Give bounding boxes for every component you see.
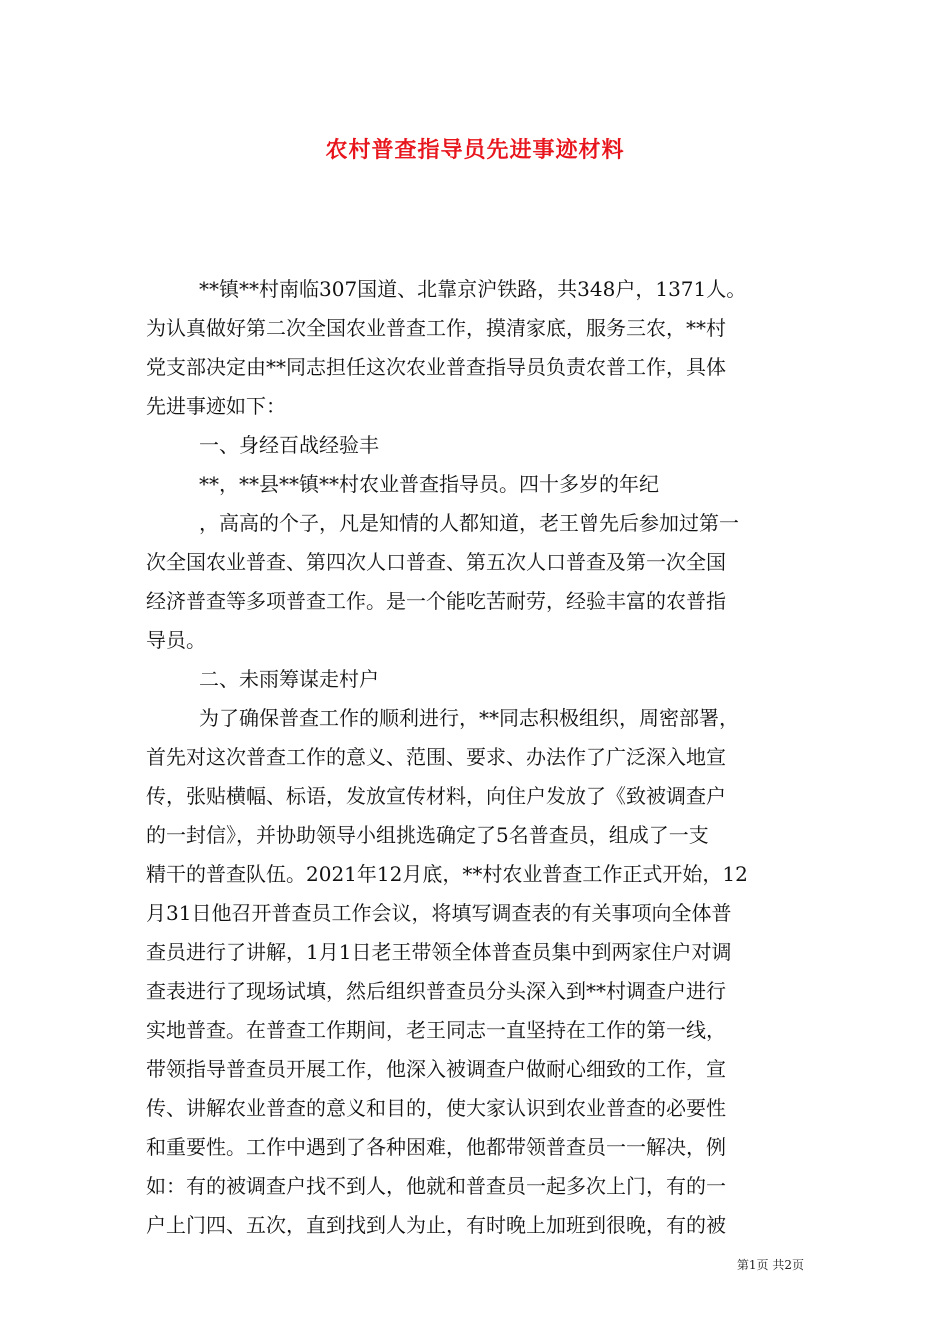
paragraph-line: **，**县**镇**村农业普查指导员。四十多岁的年纪 bbox=[199, 472, 659, 496]
paragraph-line: 经济普查等多项普查工作。是一个能吃苦耐劳，经验丰富的农普指 bbox=[146, 589, 726, 613]
paragraph-line: 带领指导普查员开展工作，他深入被调查户做耐心细致的工作，宣 bbox=[146, 1057, 726, 1081]
paragraph-line: 月31日他召开普查员工作会议，将填写调查表的有关事项向全体普 bbox=[146, 901, 732, 925]
paragraph-line: 实地普查。在普查工作期间，老王同志一直坚持在工作的第一线， bbox=[146, 1018, 726, 1042]
paragraph-line: 先进事迹如下： bbox=[146, 394, 286, 418]
paragraph-line: 为了确保普查工作的顺利进行，**同志积极组织，周密部署， bbox=[199, 706, 739, 730]
paragraph-line: 次全国农业普查、第四次人口普查、第五次人口普查及第一次全国 bbox=[146, 550, 726, 574]
section-heading: 一、身经百战经验丰 bbox=[199, 433, 379, 457]
paragraph-line: 党支部决定由**同志担任这次农业普查指导员负责农普工作，具体 bbox=[146, 355, 726, 379]
paragraph-line: **镇**村南临307国道、北靠京沪铁路，共348户，1371人。 bbox=[199, 277, 747, 301]
paragraph-line: 和重要性。工作中遇到了各种困难，他都带领普查员一一解决，例 bbox=[146, 1135, 726, 1159]
paragraph-line: 精干的普查队伍。2021年12月底，**村农业普查工作正式开始，12 bbox=[146, 862, 748, 886]
paragraph-line: 的一封信》，并协助领导小组挑选确定了5名普查员，组成了一支 bbox=[146, 823, 709, 847]
paragraph-line: 为认真做好第二次全国农业普查工作，摸清家底，服务三农，**村 bbox=[146, 316, 726, 340]
paragraph-line: 传，张贴横幅、标语，发放宣传材料，向住户发放了《致被调查户 bbox=[146, 784, 726, 808]
paragraph-line: 查表进行了现场试填，然后组织普查员分头深入到**村调查户进行 bbox=[146, 979, 726, 1003]
document-title: 农村普查指导员先进事迹材料 bbox=[325, 137, 625, 163]
paragraph-line: 如：有的被调查户找不到人，他就和普查员一起多次上门，有的一 bbox=[146, 1174, 726, 1198]
paragraph-line: 户上门四、五次，直到找到人为止，有时晚上加班到很晚，有的被 bbox=[146, 1213, 726, 1237]
section-heading: 二、未雨筹谋走村户 bbox=[199, 667, 379, 691]
paragraph-line: 查员进行了讲解，1月1日老王带领全体普查员集中到两家住户对调 bbox=[146, 940, 732, 964]
paragraph-line: 传、讲解农业普查的意义和目的，使大家认识到农业普查的必要性 bbox=[146, 1096, 726, 1120]
paragraph-line: 首先对这次普查工作的意义、范围、要求、办法作了广泛深入地宣 bbox=[146, 745, 726, 769]
paragraph-line: 导员。 bbox=[146, 628, 206, 652]
page-number: 第1页 共2页 bbox=[736, 1258, 804, 1272]
paragraph-line: ，高高的个子，凡是知情的人都知道，老王曾先后参加过第一 bbox=[199, 511, 739, 535]
